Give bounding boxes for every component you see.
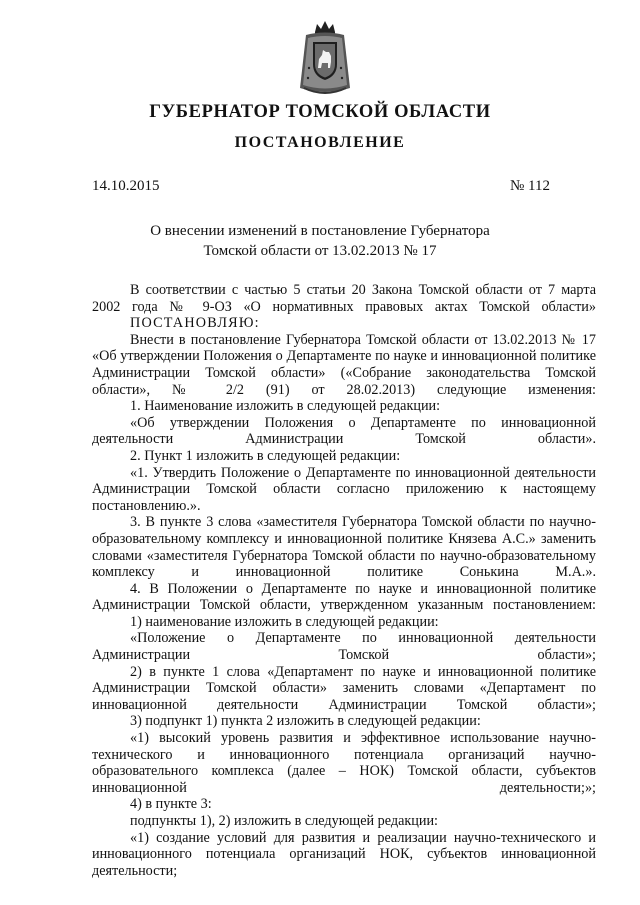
body-paragraph: 3. В пункте 3 слова «заместителя Губернатора Томской области по научно-образовательному комплексу и инновационной политике Князева А.С.» заменить словами «заместителя Губернатора Томской области по научно-образовательному комплексу и инновационной политике Сонькина М.А.». — [92, 514, 596, 581]
body-paragraph: 4. В Положении о Департаменте по науке и инновационной политике Администрации Томской области, утвержденном указанным постановлением: — [92, 580, 596, 614]
subject-line-1: О внесении изменений в постановление Губернатора — [150, 223, 490, 239]
body-paragraph: подпункты 1), 2) изложить в следующей редакции: — [130, 813, 439, 829]
body-paragraph: 3) подпункт 1) пункта 2 изложить в следующей редакции: — [130, 713, 481, 730]
body-paragraph: 1. Наименование изложить в следующей редакции: — [130, 398, 441, 415]
body-paragraph: «Положение о Департаменте по инновационной деятельности Администрации Томской области»; — [92, 630, 596, 664]
body-paragraph: 4) в пункте 3: — [130, 796, 212, 813]
document-date: 14.10.2015 — [92, 178, 160, 194]
body-paragraph: 2) в пункте 1 слова «Департамент по науке и инновационной политике Администрации Томской области» заменить словами «Департамент по инновационной деятельности Администрации Томской области»; — [92, 663, 596, 713]
body-paragraph: 2. Пункт 1 изложить в следующей редакции: — [130, 447, 401, 464]
body-paragraph: «1. Утвердить Положение о Департаменте по инновационной деятельности Администрации Томской области согласно приложению к настоящему постановлению.». — [92, 464, 596, 514]
body-paragraph: «Об утверждении Положения о Департаменте по инновационной деятельности Администрации Томской области». — [92, 414, 596, 448]
document-subject — [0, 221, 640, 261]
body-paragraph: «1) создание условий для развития и реализации научно-технического и инновационного потенциала организаций НОК, субъектов инновационной деятельности; — [92, 829, 596, 879]
body-paragraph: 1) наименование изложить в следующей редакции: — [130, 613, 439, 630]
coat-of-arms-emblem — [296, 18, 354, 96]
document-body — [92, 282, 596, 879]
document-number: № 112 — [509, 178, 550, 194]
document-type-title: ПОСТАНОВЛЕНИЕ — [234, 134, 406, 151]
body-paragraph: Внести в постановление Губернатора Томской области от 13.02.2013 № 17 «Об утверждении Положения о Департаменте по науке и инновационной политике Администрации Томской области» («Собрание законодательства Томской области», № 2/2 (91) от 28.02.2013) следующие изменения: — [92, 331, 596, 398]
body-paragraph: «1) высокий уровень развития и эффективное использование научно-технического и инновационного потенциала организаций научно-образовательного комплекса (далее – НОК) Томской области, субъектов инновационной деятельности;»; — [92, 730, 596, 796]
subject-line-2: Томской области от 13.02.2013 № 17 — [203, 243, 437, 259]
decree-word: ПОСТАНОВЛЯЮ: — [130, 315, 260, 332]
preamble-paragraph: В соответствии с частью 5 статьи 20 Закона Томской области от 7 марта 2002 года № 9-ОЗ «О нормативных правовых актах Томской области» — [92, 282, 596, 315]
organization-title: ГУБЕРНАТОР ТОМСКОЙ ОБЛАСТИ — [149, 102, 491, 122]
